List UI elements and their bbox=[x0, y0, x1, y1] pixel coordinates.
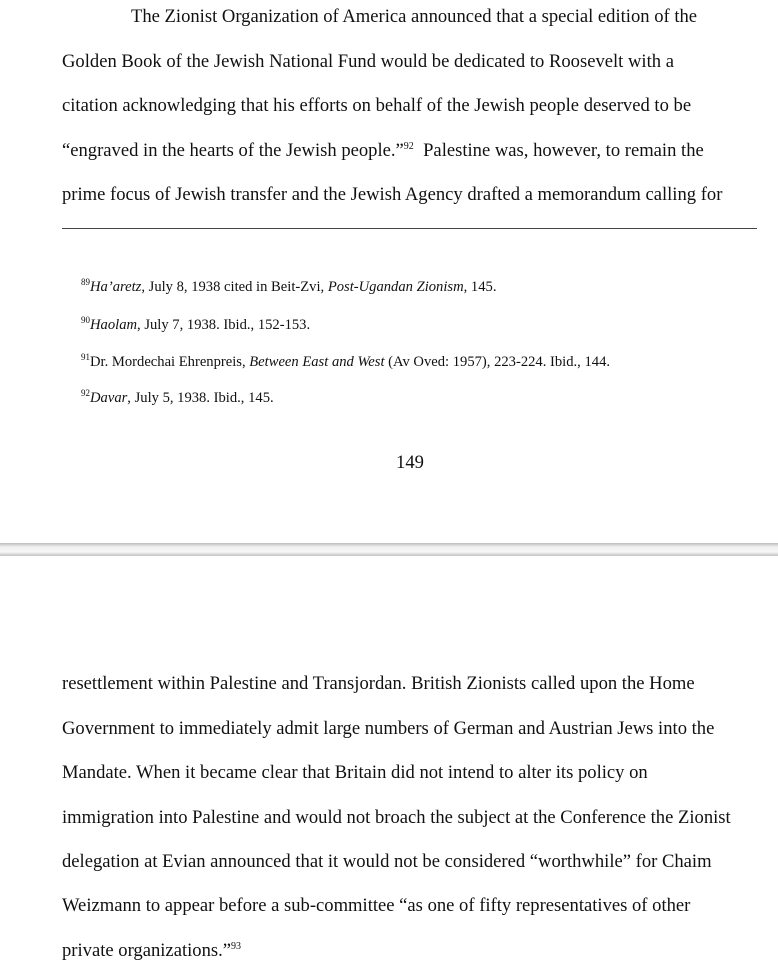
footnote-title: Davar bbox=[90, 390, 128, 406]
footnote-ref-93[interactable]: 93 bbox=[231, 941, 242, 952]
footnote-title: Ha’aretz bbox=[90, 279, 142, 295]
page-divider bbox=[0, 543, 778, 556]
footnote-text: , July 5, 1938. Ibid., 145. bbox=[127, 390, 274, 406]
body-text: Palestine was, however, to remain the bbox=[423, 140, 704, 161]
body-line: The Zionist Organization of America announced that a special edition of the bbox=[131, 6, 698, 27]
quote-text: “engraved in the hearts of the Jewish people.” bbox=[62, 140, 404, 161]
body-text: private organizations.” bbox=[62, 940, 232, 961]
body-line: prime focus of Jewish transfer and the Jewish Agency drafted a memorandum calling for bbox=[62, 184, 723, 205]
footnote-number: 89 bbox=[81, 277, 90, 287]
body-line: resettlement within Palestine and Transjordan. British Zionists called upon the Home bbox=[62, 673, 695, 694]
footnote-number: 92 bbox=[81, 388, 90, 398]
footnote-ref-92[interactable]: 92 bbox=[403, 141, 414, 152]
body-line: delegation at Evian announced that it would not be considered “worthwhile” for Chaim bbox=[62, 851, 712, 872]
document-page-150 bbox=[0, 556, 778, 979]
footnote-91 bbox=[81, 353, 610, 371]
footnote-title: Haolam bbox=[90, 317, 138, 333]
footnote-89 bbox=[81, 278, 496, 296]
body-line: citation acknowledging that his efforts on behalf of the Jewish people deserved to be bbox=[62, 95, 692, 116]
footnote-text: Dr. Mordechai Ehrenpreis, bbox=[90, 354, 250, 370]
footnote-text: , 145. bbox=[463, 279, 497, 295]
footnote-separator bbox=[62, 228, 757, 229]
body-line: immigration into Palestine and would not broach the subject at the Conference the Zionist bbox=[62, 807, 731, 828]
footnote-title: Between East and West bbox=[249, 354, 385, 370]
footnote-text: (Av Oved: 1957), 223-224. Ibid., 144. bbox=[384, 354, 611, 370]
footnote-number: 91 bbox=[81, 352, 90, 362]
footnote-title: Post-Ugandan Zionism bbox=[327, 279, 464, 295]
footnote-90 bbox=[81, 316, 310, 334]
footnote-number: 90 bbox=[81, 315, 90, 325]
body-line bbox=[62, 940, 241, 962]
body-line bbox=[62, 140, 704, 162]
body-line: Government to immediately admit large numbers of German and Austrian Jews into the bbox=[62, 718, 715, 739]
footnote-text: , July 8, 1938 cited in Beit-Zvi, bbox=[141, 279, 328, 295]
footnote-92 bbox=[81, 389, 274, 407]
body-line: Golden Book of the Jewish National Fund would be dedicated to Roosevelt with a bbox=[62, 51, 674, 72]
body-line: Mandate. When it became clear that Britain did not intend to alter its policy on bbox=[62, 762, 648, 783]
body-line: Weizmann to appear before a sub-committee “as one of fifty representatives of other bbox=[62, 895, 691, 916]
footnote-text: , July 7, 1938. Ibid., 152-153. bbox=[137, 317, 311, 333]
page-number: 149 bbox=[396, 452, 424, 473]
